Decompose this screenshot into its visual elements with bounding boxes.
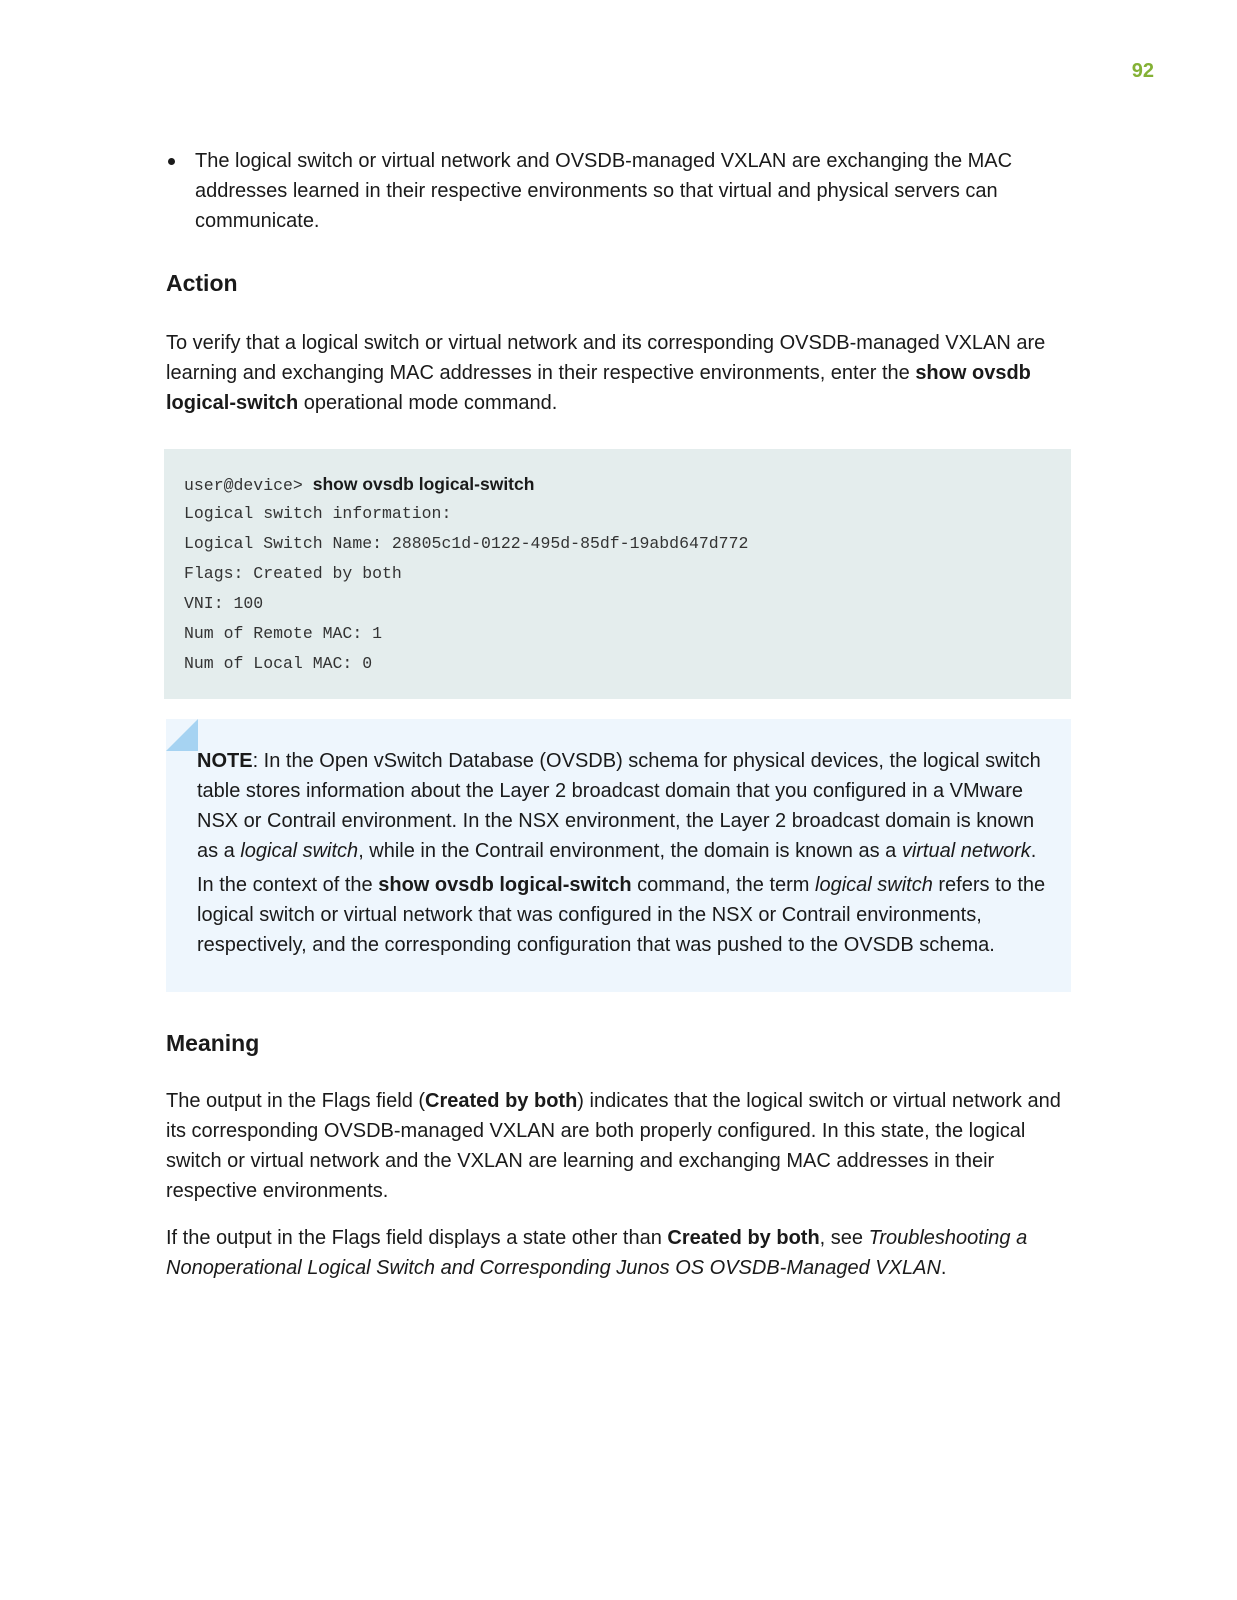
section-heading-meaning: Meaning [166,1030,260,1056]
note-callout [166,719,1071,992]
meaning-text-run: ) indicates that the logical switch or virtual network and its corresponding OVSDB-managed VXLAN are both properly configured. In this state, the logical switch or virtual network and the VXLAN are learning and exchanging MAC addresses in their respective environments. [166,1090,1061,1202]
term-logical-switch: logical switch [240,840,359,862]
code-command: show ovsdb logical-switch [312,474,535,494]
flag-value: Created by both [667,1227,820,1249]
page-number: 92 [1131,60,1154,82]
note-text [197,746,1047,964]
meaning-paragraph [166,1223,1086,1283]
bullet-icon [168,158,175,165]
term-logical-switch: logical switch [815,874,933,896]
code-line: Logical switch information: [184,504,452,523]
meaning-text-run: , see [819,1227,869,1249]
meaning-text-run: The output in the Flags field ( [166,1090,426,1112]
section-heading-action: Action [166,270,238,296]
command-name: show ovsdb logical-switch [166,362,1031,414]
bullet-list [166,146,1066,236]
note-text-run: : In the Open vSwitch Database (OVSDB) schema for physical devices, the logical switch table stores information about the Layer 2 broadcast domain that you configured in a VMware NSX or Contrail environment. In the NSX environment, the Layer 2 broadcast domain is known as a [197,750,1041,862]
command-name: show ovsdb logical-switch [378,874,632,896]
note-text-run: . [1030,840,1037,862]
term-virtual-network: virtual network [901,840,1031,862]
note-text-run: , while in the Contrail environment, the domain is known as a [358,840,902,862]
code-prompt: user@device> [184,476,313,495]
code-line: Num of Local MAC: 0 [184,654,373,673]
meaning-paragraph [166,1086,1086,1206]
action-paragraph [166,328,1086,418]
code-prompt-line [184,469,1051,499]
code-line: Flags: Created by both [184,564,402,583]
list-item [166,146,1066,236]
troubleshooting-link[interactable]: Troubleshooting a Nonoperational Logical Switch and Corresponding Junos OS OVSDB-Managed VXLAN [166,1227,1028,1279]
note-label: NOTE [197,750,253,772]
note-corner-icon [166,719,198,751]
action-text: To verify that a logical switch or virtual network and its corresponding OVSDB-managed VXLAN are learning and exchanging MAC addresses in their respective environments, enter the [166,332,1046,384]
code-line: Num of Remote MAC: 1 [184,624,383,643]
meaning-text-run: If the output in the Flags field displays a state other than [166,1227,668,1249]
note-paragraph [197,746,1047,866]
flag-value: Created by both [425,1090,578,1112]
code-line: Logical Switch Name: 28805c1d-0122-495d-85df-19abd647d772 [184,534,749,553]
note-text-run: In the context of the [197,874,379,896]
meaning-text-run: . [940,1257,947,1279]
code-line: VNI: 100 [184,594,264,613]
note-paragraph [197,870,1047,960]
list-item-text: The logical switch or virtual network and OVSDB-managed VXLAN are exchanging the MAC addresses learned in their respective environments so that virtual and physical servers can communicate. [195,150,1013,232]
code-block [164,449,1071,699]
note-text-run: refers to the logical switch or virtual network that was configured in the NSX or Contrail environments, respectively, and the corresponding configuration that was pushed to the OVSDB schema. [197,874,1046,956]
action-text: operational mode command. [298,392,558,414]
note-text-run: command, the term [631,874,816,896]
